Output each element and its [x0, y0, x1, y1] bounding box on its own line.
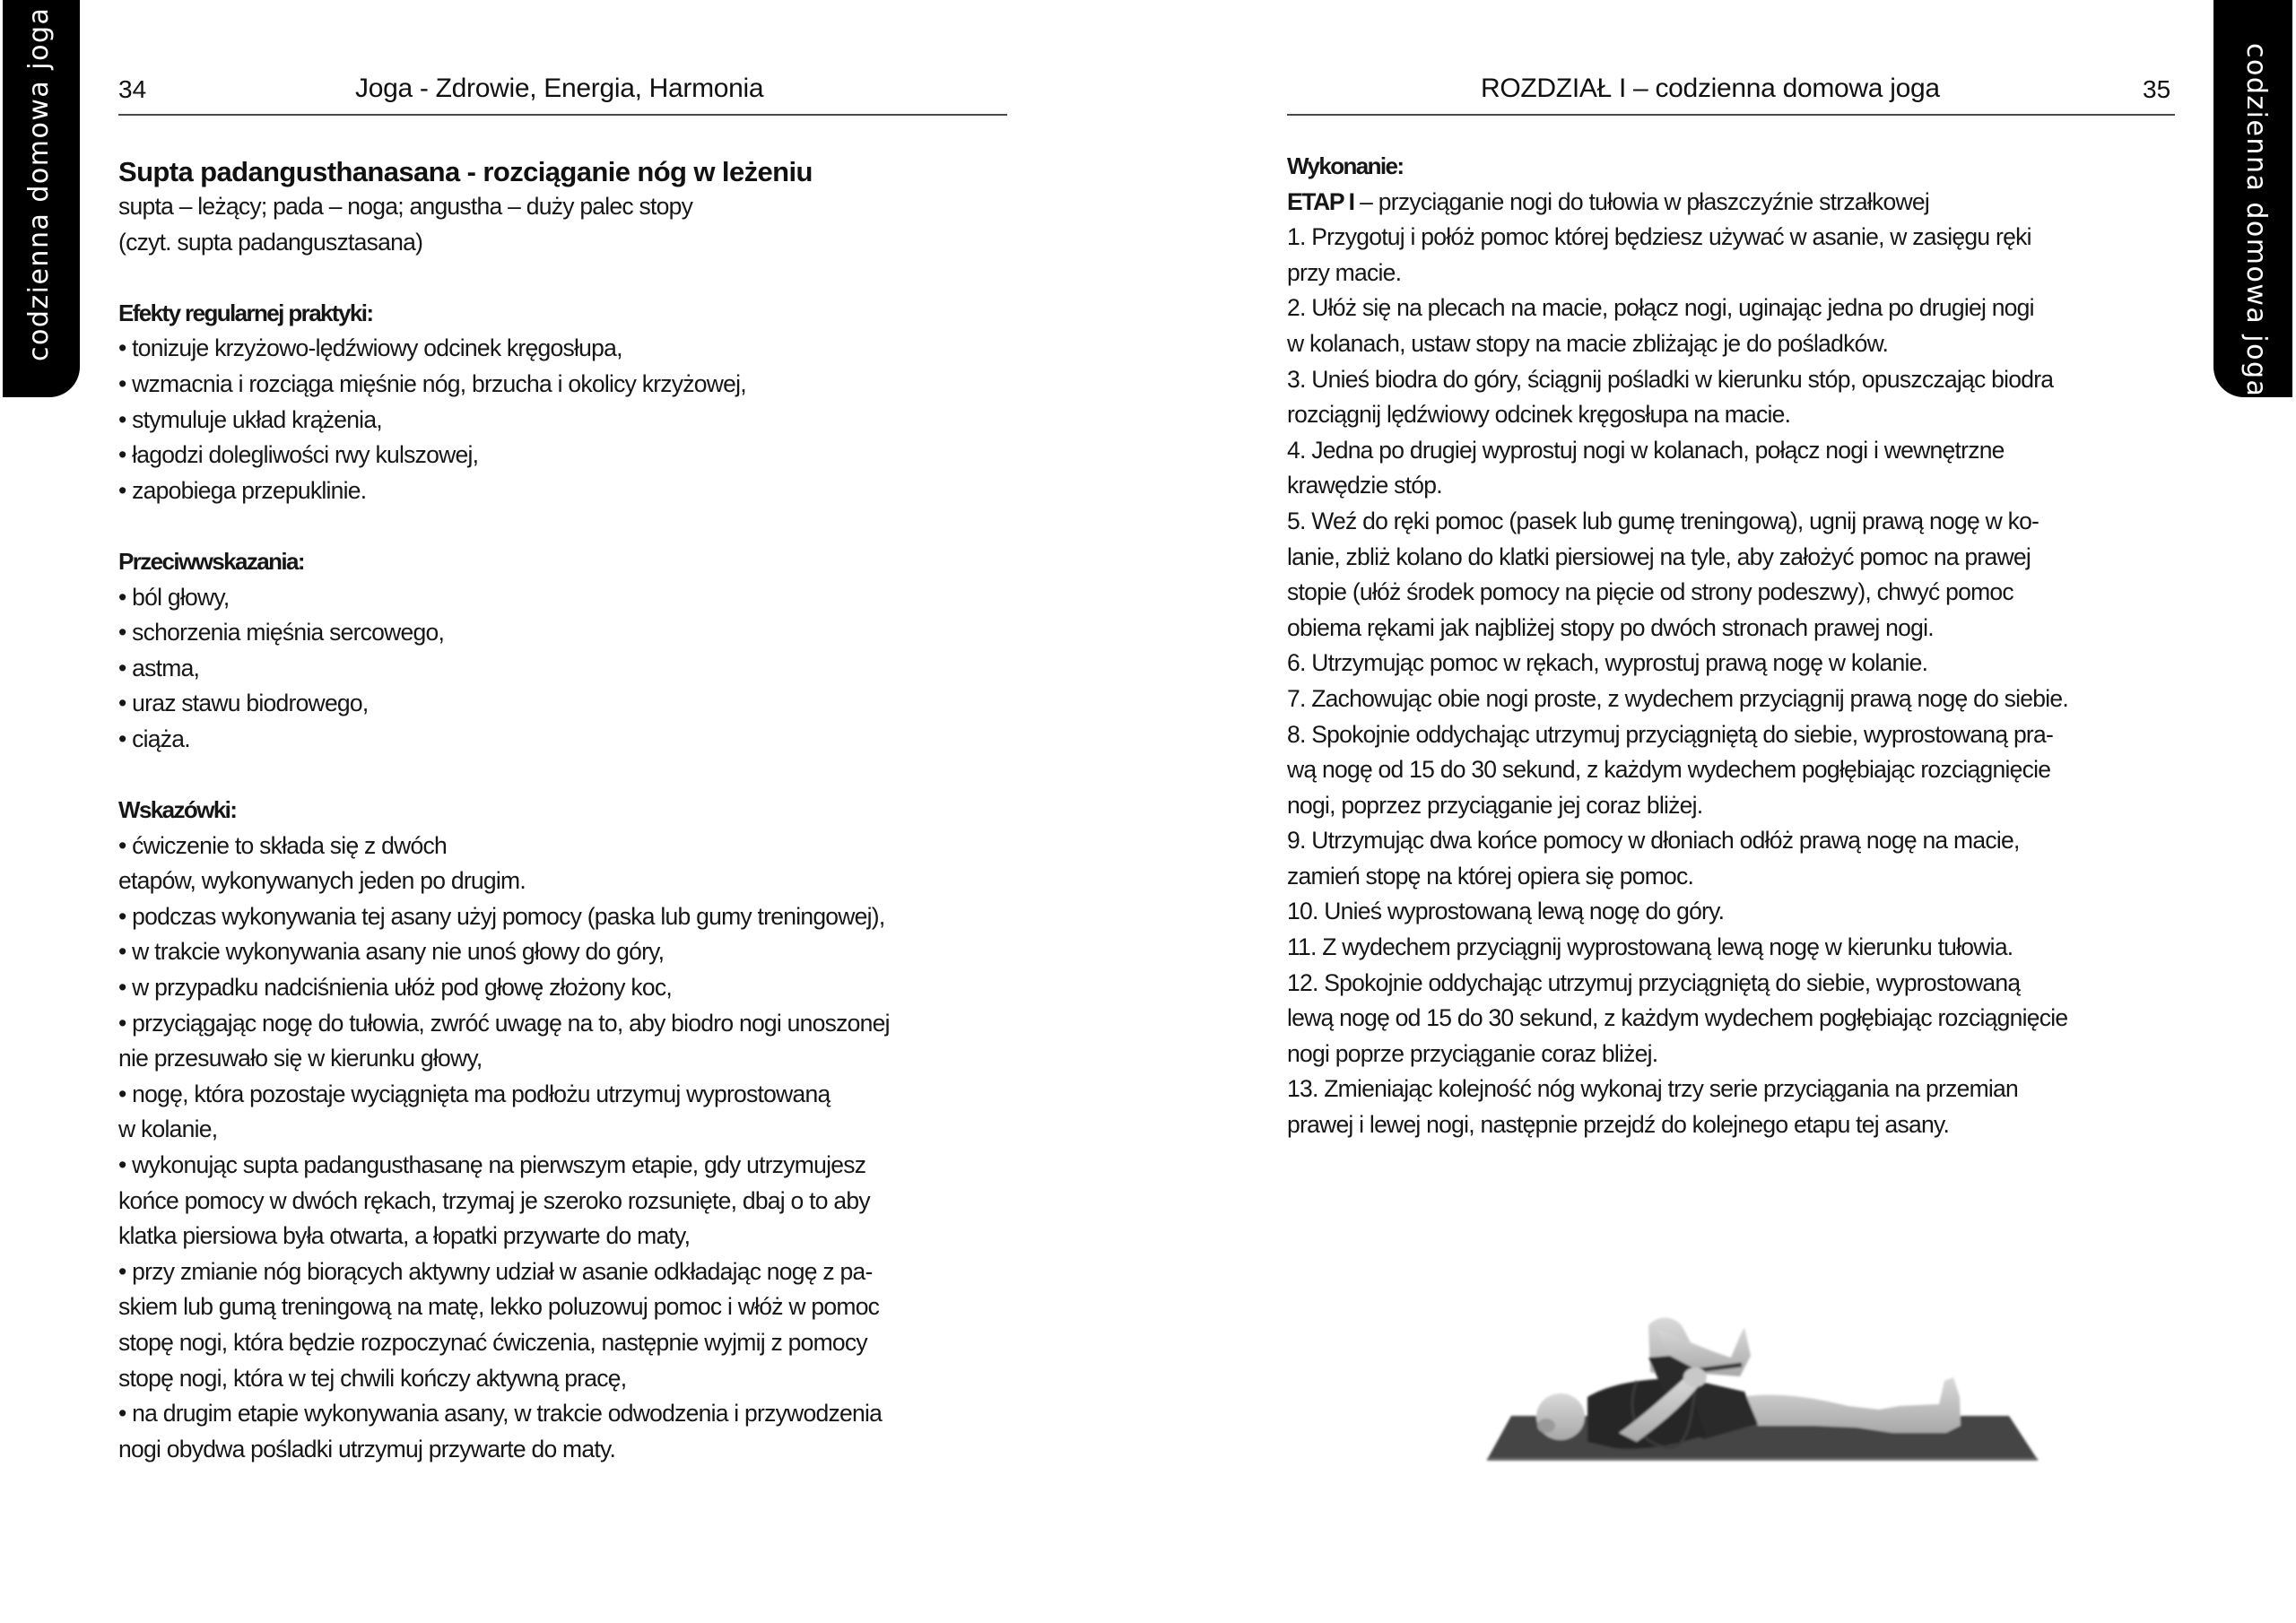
tips-line: nogi obydwa pośladki utrzymuj przywarte do maty.: [118, 1435, 616, 1462]
left-page-number: 34: [118, 75, 147, 103]
step-line: 4. Jedna po drugiej wyprostuj nogi w kolanach, połącz nogi i wewnętrzne: [1287, 436, 2005, 464]
tips-line: końce pomocy w dwóch rękach, trzymaj je szeroko rozsunięte, dbaj o to aby: [118, 1186, 870, 1214]
contraindications-heading: Przeciwwskazania:: [118, 547, 304, 575]
step-line: 12. Spokojnie oddychając utrzymuj przyciągniętą do siebie, wyprostowaną: [1287, 968, 2021, 996]
effects-item: • wzmacnia i rozciąga mięśnie nóg, brzucha i okolicy krzyżowej,: [118, 369, 746, 397]
step-line: nogi, poprzez przyciąganie jej coraz bliżej.: [1287, 791, 1703, 819]
effects-item: • łagodzi dolegliwości rwy kulszowej,: [118, 441, 479, 469]
tips-line: • w trakcie wykonywania asany nie unoś głowy do góry,: [118, 938, 665, 966]
tips-line: • wykonując supta padangusthasanę na pierwszym etapie, gdy utrzymujesz: [118, 1151, 866, 1179]
execution-heading: Wykonanie:: [1287, 152, 1404, 179]
tips-line: skiem lub gumą treningową na matę, lekko poluzowuj pomoc i włóż w pomoc: [118, 1293, 880, 1321]
step-line: zamień stopę na której opiera się pomoc.: [1287, 862, 1694, 890]
etymology-line: supta – leżący; pada – noga; angustha – duży palec stopy: [118, 193, 693, 220]
effects-item: • stymuluje układ krążenia,: [118, 405, 382, 433]
tips-line: • w przypadku nadciśnienia ułóż pod głowę złożony koc,: [118, 974, 672, 1002]
tips-line: w kolanie,: [118, 1115, 218, 1143]
tips-line: nie przesuwało się w kierunku głowy,: [118, 1045, 483, 1072]
effects-item: • zapobiega przepuklinie.: [118, 476, 367, 504]
tips-heading: Wskazówki:: [118, 796, 237, 824]
asana-title: Supta padangusthanasana - rozciąganie nóg w leżeniu: [118, 156, 813, 187]
effects-heading: Efekty regularnej praktyki:: [118, 299, 373, 326]
step-line: krawędzie stóp.: [1287, 472, 1442, 499]
step-line: 2. Ułóż się na plecach na macie, połącz nogi, uginając jedna po drugiej nogi: [1287, 294, 2034, 322]
stage-line: [1287, 185, 2068, 221]
tips-line: • przyciągając nogę do tułowia, zwróć uwagę na to, aby biodro nogi unoszonej: [118, 1009, 890, 1037]
step-line: 10. Unieś wyprostowaną lewą nogę do góry.: [1287, 898, 1725, 925]
right-running-head: ROZDZIAŁ I – codzienna domowa joga: [1481, 74, 1940, 103]
step-line: 13. Zmieniając kolejność nóg wykonaj trzy serie przyciągania na przemian: [1287, 1075, 2019, 1103]
step-line: prawej i lewej nogi, następnie przejdź do kolejnego etapu tej asany.: [1287, 1111, 1950, 1139]
tips-line: • ćwiczenie to składa się z dwóch: [118, 831, 448, 859]
tips-line: klatka piersiowa była otwarta, a łopatki przywarte do maty,: [118, 1222, 691, 1250]
step-line: 8. Spokojnie oddychając utrzymuj przyciągniętą do siebie, wyprostowaną pra-: [1287, 720, 2054, 748]
effects-item: • tonizuje krzyżowo-lędźwiowy odcinek kręgosłupa,: [118, 334, 622, 362]
contraindications-item: • uraz stawu biodrowego,: [118, 690, 369, 717]
pose-photo: [1471, 1291, 2054, 1488]
left-running-head: Joga - Zdrowie, Energia, Harmonia: [355, 74, 764, 103]
right-header-rule: [1287, 114, 2175, 116]
tips-line: • podczas wykonywania tej asany użyj pomocy (paska lub gumy treningowej),: [118, 902, 885, 930]
left-chapter-tab-label: codzienna domowa joga: [23, 6, 55, 361]
head: [1536, 1393, 1585, 1440]
step-line: 9. Utrzymując dwa końce pomocy w dłoniach odłóż prawą nogę na macie,: [1287, 827, 2020, 855]
step-line: 3. Unieś biodra do góry, ściągnij pośladki w kierunku stóp, opuszczając biodra: [1287, 365, 2054, 393]
step-line: rozciągnij lędźwiowy odcinek kręgosłupa na macie.: [1287, 401, 1791, 429]
contraindications-item: • ciąża.: [118, 725, 190, 752]
tips-line: stopę nogi, która będzie rozpoczynać ćwiczenia, następnie wyjmij z pomocy: [118, 1329, 867, 1356]
left-header-rule: [118, 114, 1007, 116]
straight-leg: [1740, 1377, 1961, 1433]
tips-line: • nogę, która pozostaje wyciągnięta ma podłożu utrzymuj wyprostowaną: [118, 1080, 831, 1107]
step-line: obiema rękami jak najbliżej stopy po dwóch stronach prawej nogi.: [1287, 613, 1934, 641]
stage-label: ETAP I: [1287, 187, 1354, 215]
tips-line: • przy zmianie nóg biorących aktywny udział w asanie odkładając nogę z pa-: [118, 1257, 873, 1285]
etymology-line: (czyt. supta padangusztasana): [118, 228, 423, 256]
contraindications-item: • astma,: [118, 654, 200, 681]
left-chapter-tab: [3, 0, 80, 397]
step-line: 11. Z wydechem przyciągnij wyprostowaną lewą nogę w kierunku tułowia.: [1287, 933, 2013, 961]
step-line: lanie, zbliż kolano do klatki piersiowej na tyle, aby założyć pomoc na prawej: [1287, 542, 2031, 570]
stage-text: – przyciąganie nogi do tułowia w płaszczyźnie strzałkowej: [1353, 187, 1929, 215]
tips-line: etapów, wykonywanych jeden po drugim.: [118, 867, 526, 895]
contraindications-item: • ból głowy,: [118, 583, 230, 611]
right-page-number: 35: [2143, 75, 2171, 103]
tips-line: • na drugim etapie wykonywania asany, w trakcie odwodzenia i przywodzenia: [118, 1400, 883, 1428]
step-line: przy macie.: [1287, 258, 1402, 286]
step-line: nogi poprze przyciąganie coraz bliżej.: [1287, 1039, 1658, 1067]
step-line: stopie (ułóż środek pomocy na pięcie od strony podeszwy), chwyć pomoc: [1287, 578, 2013, 606]
step-line: 7. Zachowując obie nogi proste, z wydechem przyciągnij prawą nogę do siebie.: [1287, 684, 2069, 712]
contraindications-item: • schorzenia mięśnia sercowego,: [118, 619, 445, 647]
right-chapter-tab: [2213, 0, 2292, 397]
step-line: w kolanach, ustaw stopy na macie zbliżając je do pośladków.: [1287, 329, 1889, 357]
left-body: [118, 189, 890, 1467]
step-line: lewą nogę od 15 do 30 sekund, z każdym wydechem pogłębiając rozciągnięcie: [1287, 1004, 2068, 1032]
step-line: wą nogę od 15 do 30 sekund, z każdym wydechem pogłębiając rozciągnięcie: [1287, 756, 2051, 784]
step-line: 6. Utrzymując pomoc w rękach, wyprostuj prawą nogę w kolanie.: [1287, 649, 1928, 677]
step-line: 5. Weź do ręki pomoc (pasek lub gumę treningową), ugnij prawą nogę w ko-: [1287, 507, 2039, 534]
right-body: [1287, 149, 2068, 1143]
step-line: 1. Przygotuj i połóż pomoc której będziesz używać w asanie, w zasięgu ręki: [1287, 223, 2031, 251]
right-chapter-tab-label: codzienna domowa joga: [2240, 43, 2272, 398]
tips-line: stopę nogi, która w tej chwili kończy aktywną pracę,: [118, 1364, 627, 1392]
